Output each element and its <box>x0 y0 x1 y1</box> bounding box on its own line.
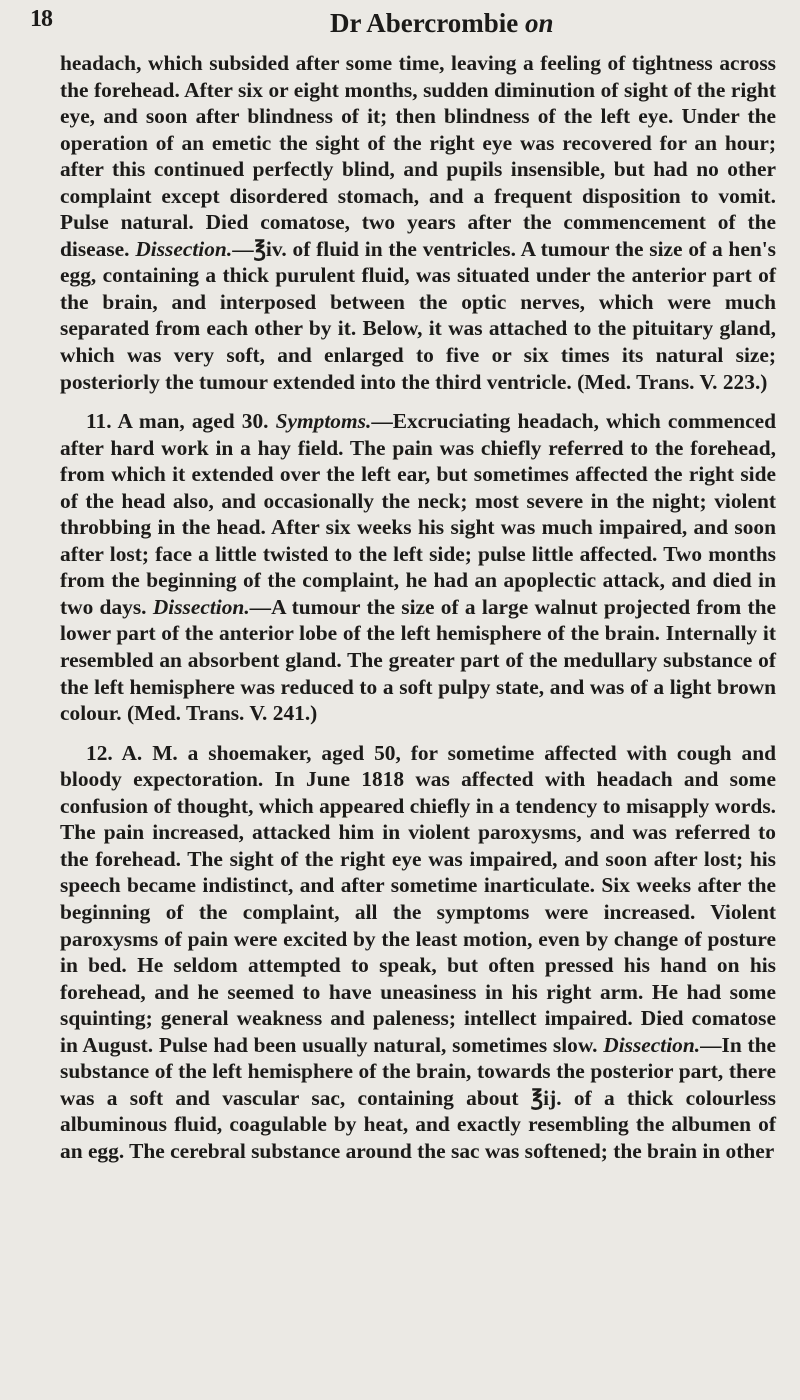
text-segment: 11. A man, aged 30. <box>86 409 276 434</box>
text-segment: headach, which subsided after some time, leaving a feeling of tightness across the forehead. After six or eight months, sudden diminution of sight of the right eye, and soon after blindness of it; then blindness of the left eye. Under the operation of an emetic the sight of the right eye was recovered for an hour; after this continued perfectly blind, and pupils insensible, but had no other complaint except disordered stomach, and a frequent disposition to vomit. Pulse natural. Died comatose, two years after the commencement of the disease. <box>60 51 776 261</box>
paragraph-case-12 <box>60 740 776 1165</box>
running-title-text: Dr Abercrombie <box>330 8 519 38</box>
text-segment: —In the substance of the left hemisphere of the brain, towards the posterior part, there was a soft and vascular sac, containing about ℥ij. of a thick colourless albuminous fluid, coagulable by heat, and exactly resembling the albumen of an egg. The cerebral substance around the sac was softened; the brain in other <box>60 1032 776 1163</box>
section-heading-dissection: Dissection. <box>135 236 233 261</box>
text-segment: —℥iv. of fluid in the ventricles. A tumour the size of a hen's egg, containing a thick purulent fluid, was situated under the anterior part of the brain, and interposed between the optic nerves, which were much separated from each other by it. Below, it was attached to the pituitary gland, which was very soft, and enlarged to five or six times its natural size; posteriorly the tumour extended into the third ventricle. (Med. Trans. V. 223.) <box>60 236 776 394</box>
text-segment: 12. A. M. a shoemaker, aged 50, for sometime affected with cough and bloody expectoration. In June 1818 was affected with headach and some confusion of thought, which appeared chiefly in a tendency to misapply words. The pain increased, attacked him in violent paroxysms, and was referred to the forehead. The sight of the right eye was impaired, and soon after lost; his speech became indistinct, and after sometime inarticulate. Six weeks after the beginning of the complaint, all the symptoms were increased. Violent paroxysms of pain were excited by the least motion, even by change of posture in bed. He seldom attempted to speak, but often pressed his hand on his forehead, and he seemed to have uneasiness in his right arm. He had some squinting; general weakness and paleness; intellect impaired. Died comatose in August. Pulse had been usually natural, sometimes slow. <box>60 740 776 1057</box>
text-segment: —Excruciating headach, which commenced after hard work in a hay field. The pain was chiefly referred to the forehead, from which it extended over the left ear, but sometimes affected the right side of the head also, and occasionally the neck; most severe in the night; violent throbbing in the head. After six weeks his sight was much impaired, and soon after lost; face a little twisted to the left side; pulse little affected. Two months from the beginning of the complaint, he had an apoplectic attack, and died in two days. <box>60 409 776 619</box>
section-heading-dissection: Dissection. <box>152 594 250 619</box>
running-title-italic: on <box>524 8 554 38</box>
section-heading-dissection: Dissection. <box>603 1032 701 1057</box>
running-title <box>330 8 554 39</box>
section-heading-symptoms: Symptoms. <box>275 409 372 434</box>
paragraph-case-11 <box>60 408 776 727</box>
page-number: 18 <box>30 6 52 32</box>
running-head <box>0 0 800 52</box>
body-text <box>60 50 776 1164</box>
paragraph-case-10-continued <box>60 50 776 395</box>
text-segment: —A tumour the size of a large walnut projected from the lower part of the anterior lobe of the left hemisphere of the brain. Internally it resembled an absorbent gland. The greater part of the medullary substance of the left hemisphere was reduced to a soft pulpy state, and was of a light brown colour. (Med. Trans. V. 241.) <box>60 594 776 726</box>
